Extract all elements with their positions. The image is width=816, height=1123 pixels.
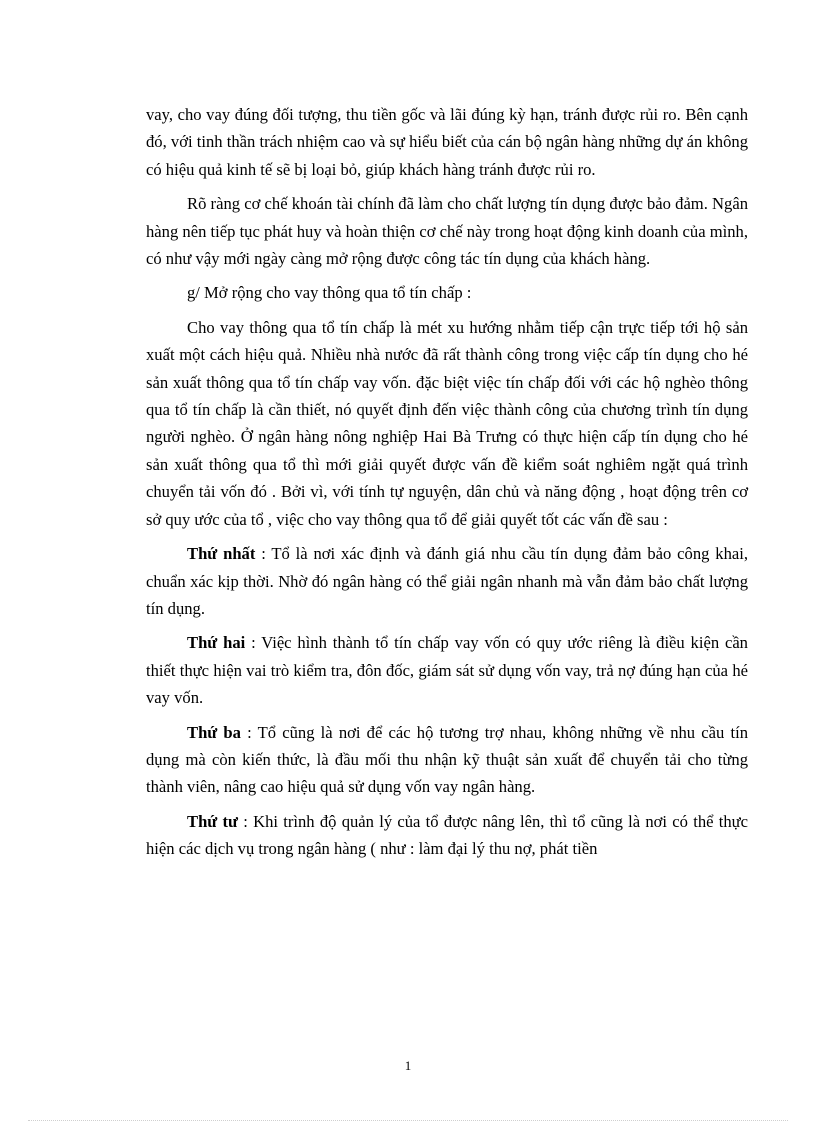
paragraph-second	[146, 629, 748, 711]
paragraph-lead: Thứ hai	[187, 633, 246, 653]
paragraph-text: : Khi trình độ quản lý của tổ được nâng lên, thì tổ cũng là nơi có thể thực hiện các dịch vụ trong ngân hàng ( như : làm đại lý thu nợ, phát tiền	[146, 811, 749, 859]
section-heading	[146, 279, 748, 306]
paragraph-fourth	[146, 808, 748, 863]
paragraph-lead: Thứ tư	[187, 811, 238, 831]
paragraph-lead: Thứ ba	[187, 722, 241, 742]
paragraph-credit-quality	[146, 190, 748, 272]
paragraph-first	[146, 540, 748, 622]
paragraph-text: : Tổ là nơi xác định và đánh giá nhu cầu tín dụng đảm bảo công khai, chuẩn xác kịp thời. Nhờ đó ngân hàng có thể giải ngân nhanh mà vẫn đảm bảo chất lượng tín dụng.	[146, 544, 748, 618]
paragraph-third	[146, 719, 748, 801]
paragraph-text: : Việc hình thành tổ tín chấp vay vốn có quy ước riêng là điều kiện cần thiết thực hiện vai trò kiểm tra, đôn đốc, giám sát sử dụng vốn vay, trả nợ đúng hạn của hé vay vốn.	[146, 633, 748, 708]
paragraph-text: Rõ ràng cơ chế khoán tài chính đã làm cho chất lượng tín dụng được bảo đảm. Ngân hàng nên tiếp tục phát huy và hoàn thiện cơ chế này trong hoạt động kinh doanh của mình, có như vậy mới ngày càng mở rộng được công tác tín dụng của khách hàng.	[146, 194, 748, 269]
page-bottom-divider	[28, 1120, 788, 1121]
document-body	[146, 101, 748, 870]
page-number: 1	[404, 1058, 412, 1073]
paragraph-text: Cho vay thông qua tổ tín chấp là mét xu hướng nhằm tiếp cận trực tiếp tới hộ sản xuất một cách hiệu quả. Nhiều nhà nước đã rất thành công trong việc cấp tín dụng cho hé sản xuất thông qua tổ tín chấp vay vốn. đặc biệt việc tín chấp đối với các hộ nghèo thông qua tổ tín chấp là cần thiết, nó quyết định đến việc thành công của chương trình tín dụng người nghèo. Ở ngân hàng nông nghiệp Hai Bà Trưng có thực hiện cấp tín dụng cho hé sản xuất thông qua tổ thì mới giải quyết được vấn đề kiểm soát nghiêm ngặt quá trình chuyển tải vốn đó . Bởi vì, với tính tự nguyện, dân chủ và năng động , hoạt động trên cơ sở quy ước của tổ , việc cho vay thông qua tổ để giải quyết tốt các vấn đề sau :	[146, 317, 748, 529]
section-heading-text: g/ Mở rộng cho vay thông qua tổ tín chấp :	[187, 283, 472, 303]
paragraph-text: vay, cho vay đúng đối tượng, thu tiền gốc và lãi đúng kỳ hạn, tránh được rủi ro. Bên cạnh đó, với tinh thần trách nhiệm cao và sự hiểu biết của cán bộ ngân hàng những dự án không có hiệu quả kinh tế sẽ bị loại bỏ, giúp khách hàng tránh được rủi ro.	[146, 105, 748, 179]
paragraph-text: : Tổ cũng là nơi để các hộ tương trợ nhau, không những về nhu cầu tín dụng mà còn kiến thức, là đầu mối thu nhận kỹ thuật sản xuất để chuyển tải cho từng thành viên, nâng cao hiệu quả sử dụng vốn vay ngân hàng.	[146, 722, 748, 797]
paragraph-continuation	[146, 101, 748, 183]
paragraph-lending-groups	[146, 314, 748, 533]
paragraph-lead: Thứ nhất	[187, 544, 256, 564]
